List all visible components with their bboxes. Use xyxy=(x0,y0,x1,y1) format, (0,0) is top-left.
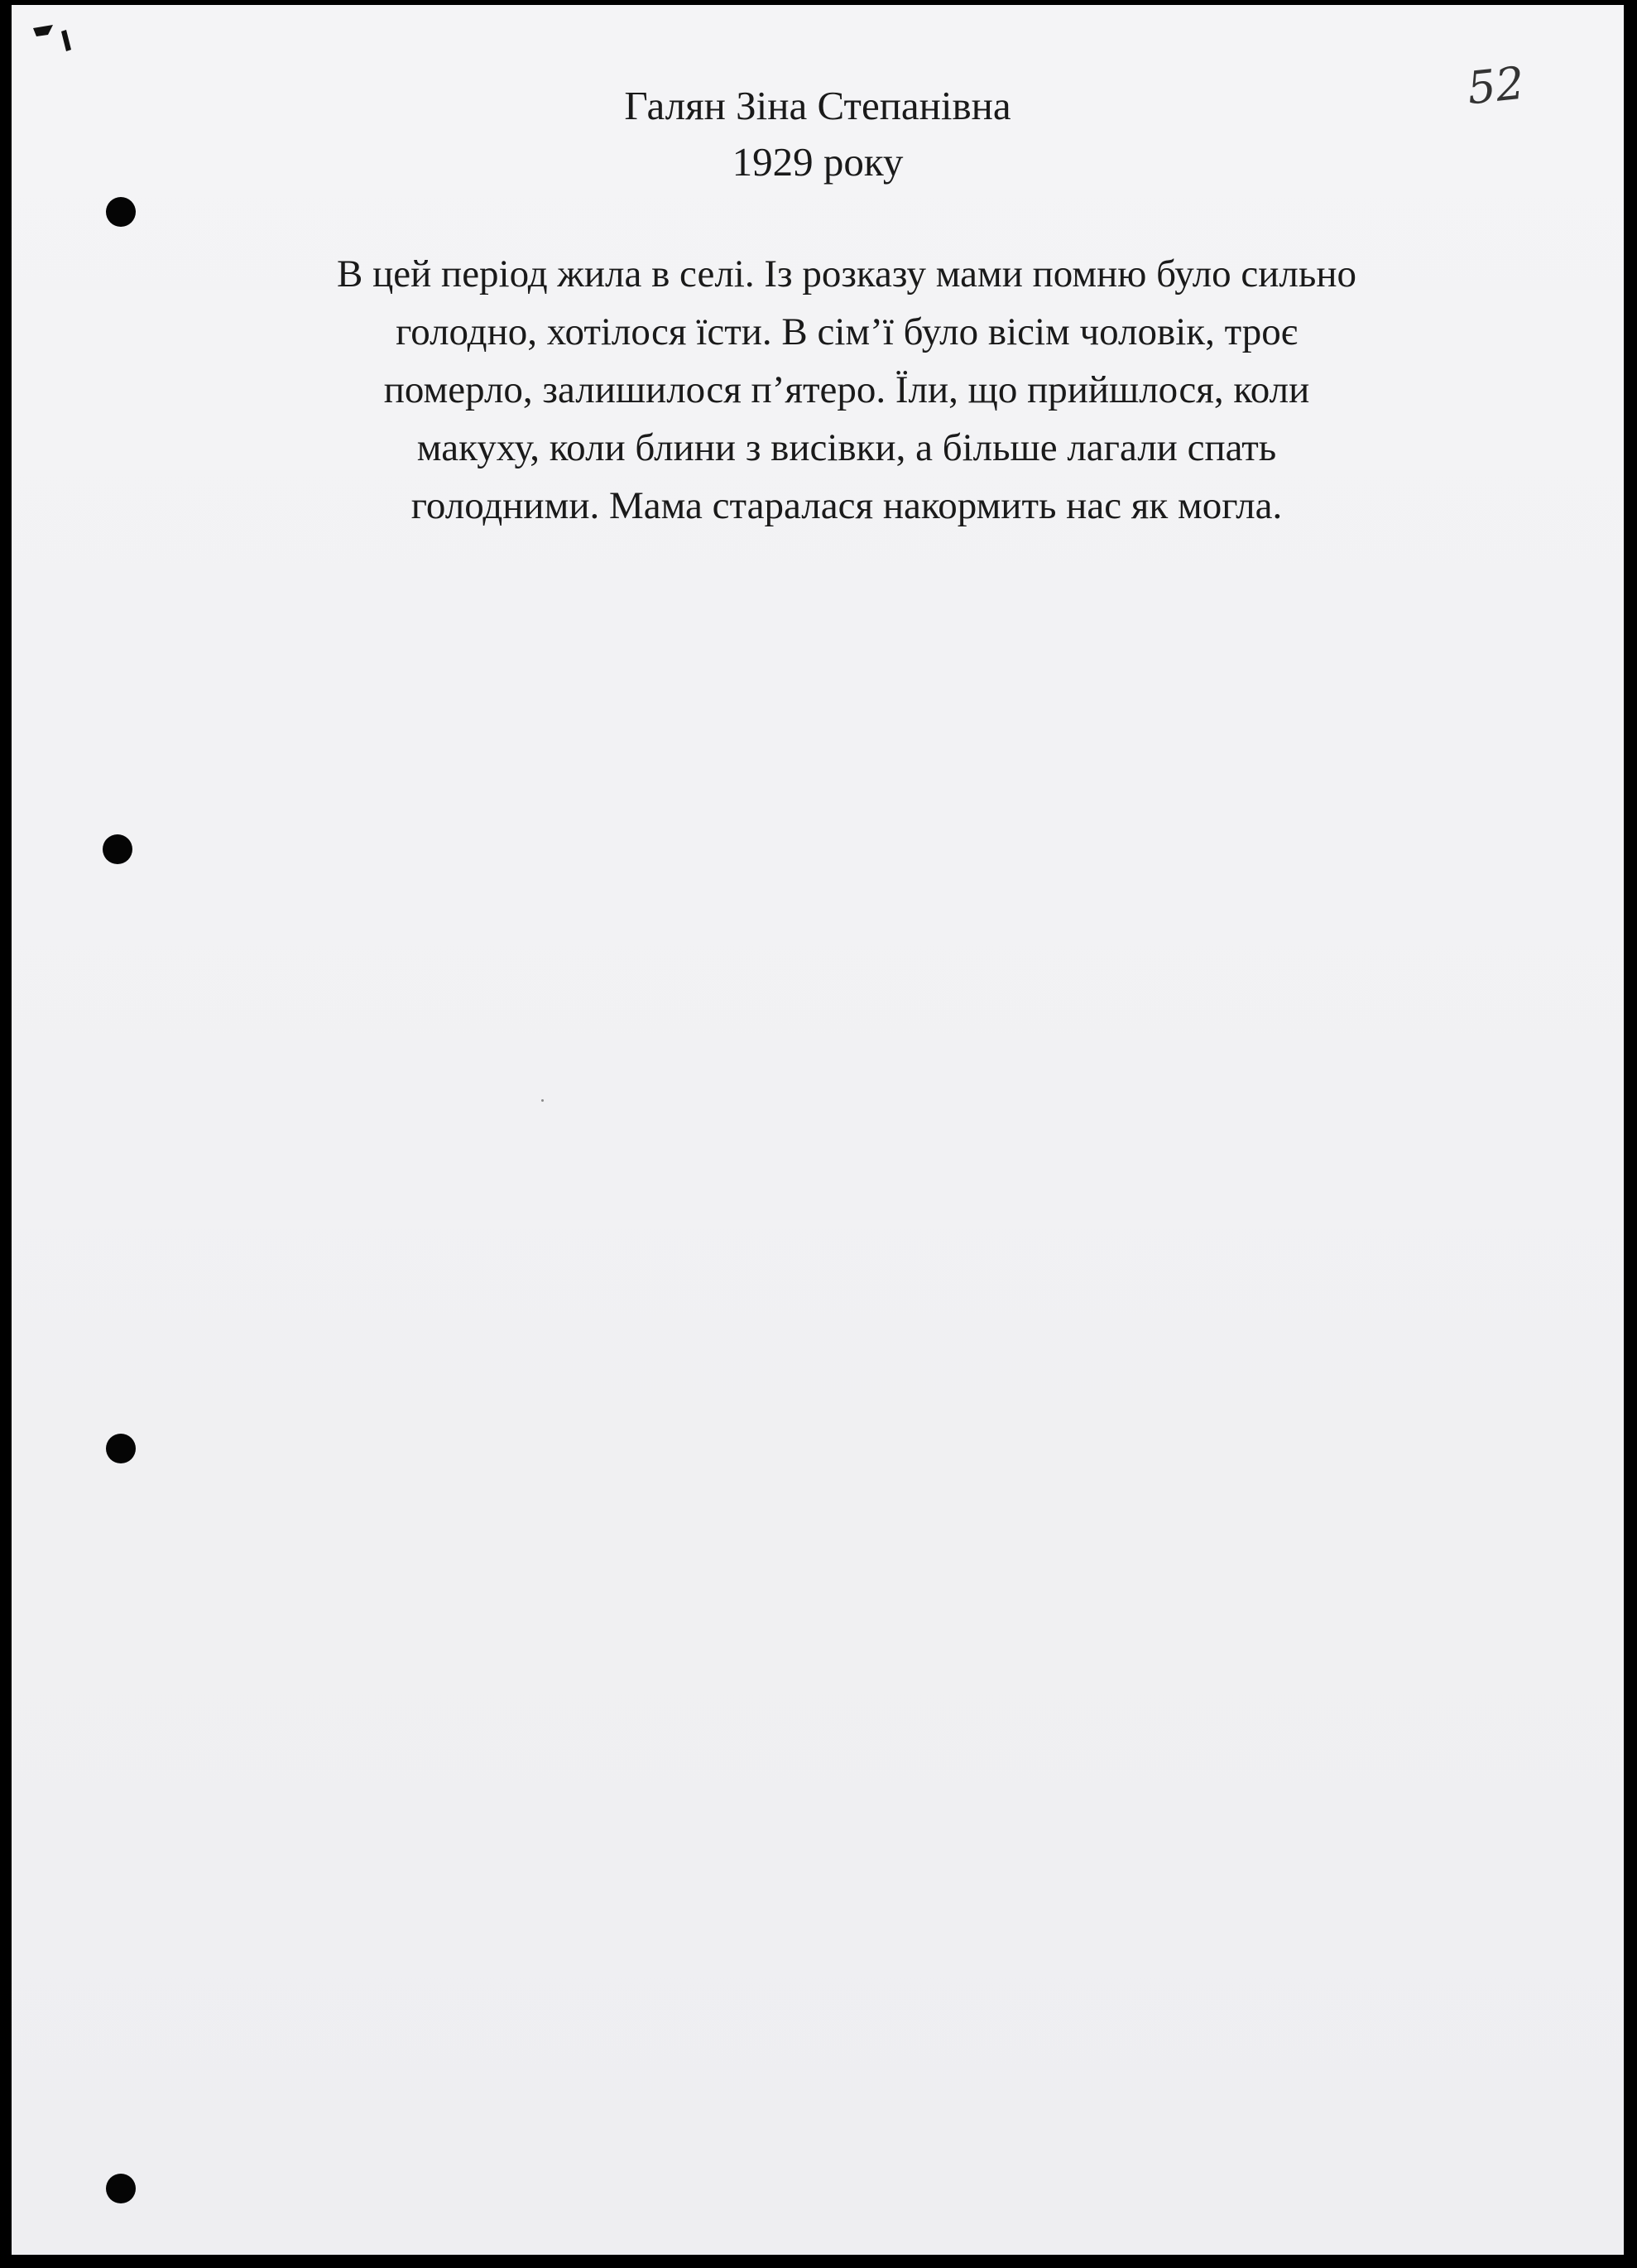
text-line: померло, залишилося п’ятеро. Їли, що прийшлося, коли xyxy=(383,368,1310,411)
testimony-text xyxy=(177,245,1516,535)
document-page xyxy=(12,5,1624,2255)
birth-year: 1929 року xyxy=(732,139,904,185)
text-line: макуху, коли блини з висівки, а більше лагали спать xyxy=(416,426,1277,469)
punch-hole xyxy=(103,834,132,864)
text-line: голодно, хотілося їсти. В сім’ї було вісім чоловік, троє xyxy=(396,310,1298,353)
text-line: В цей період жила в селі. Із розказу мами помню було сильно xyxy=(337,252,1356,296)
punch-hole xyxy=(106,1434,136,1463)
text-line: голодними. Мама старалася накормить нас як могла. xyxy=(410,484,1283,527)
corner-tear-mark xyxy=(28,22,86,71)
document-header xyxy=(12,78,1624,190)
paper-speck xyxy=(541,1099,544,1102)
punch-hole xyxy=(106,2174,136,2203)
author-name: Галян Зіна Степанівна xyxy=(624,83,1011,128)
page-number: 52 xyxy=(1465,56,1528,115)
punch-hole xyxy=(106,197,136,227)
